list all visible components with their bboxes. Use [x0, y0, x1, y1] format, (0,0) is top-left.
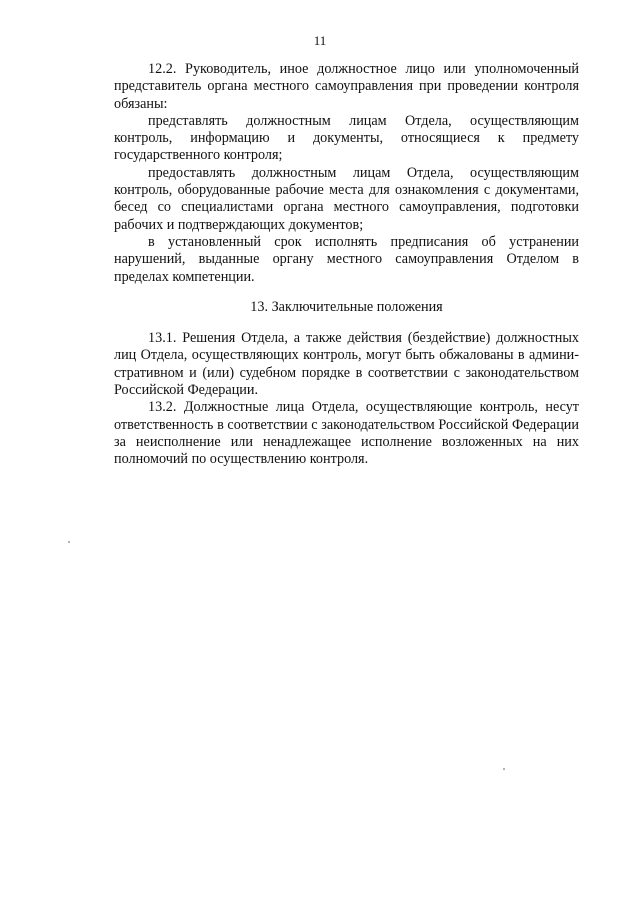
- section-heading: 13. Заключительные положения: [250, 298, 443, 315]
- scan-speck: [503, 768, 505, 770]
- paragraph-13-2: 13.2. Должностные лица Отдела, осуществляющие контроль, несут ответственность в соответствии с законодательством Российской Федерации за неисполнение или ненадлежащее исполнение возложенных на них полномочий по осуществлению контроля.: [114, 399, 579, 468]
- paragraph-provide-workplaces: предоставлять должностным лицам Отдела, осуществляющим контроль, оборудованные рабочие места для ознакомления с документами, бесед со специалистами органа местного самоуправления, подготовки рабочих и подтверждающих документов;: [114, 164, 579, 233]
- paragraph-13-1: 13.1. Решения Отдела, а также действия (бездействие) должностных лиц Отдела, осуществляющих контроль, могут быть обжалованы в административном и (или) судебном порядке в соответствии с законодательством Российской Федерации.: [114, 330, 579, 399]
- scan-speck: [68, 541, 70, 543]
- paragraph-provide-information: представлять должностным лицам Отдела, осуществляющим контроль, информацию и документы, относящиеся к предмету государственного контроля;: [114, 112, 579, 164]
- paragraph-12-2: 12.2. Руководитель, иное должностное лицо или уполномоченный представитель органа местного самоуправления при проведении контроля обязаны:: [114, 61, 579, 112]
- document-body: [114, 61, 579, 469]
- page-number: 11: [313, 33, 327, 48]
- paragraph-execute-orders: в установленный срок исполнять предписания об устранении нарушений, выданные органу местного самоуправления Отделом в пределах компетенции.: [114, 233, 579, 285]
